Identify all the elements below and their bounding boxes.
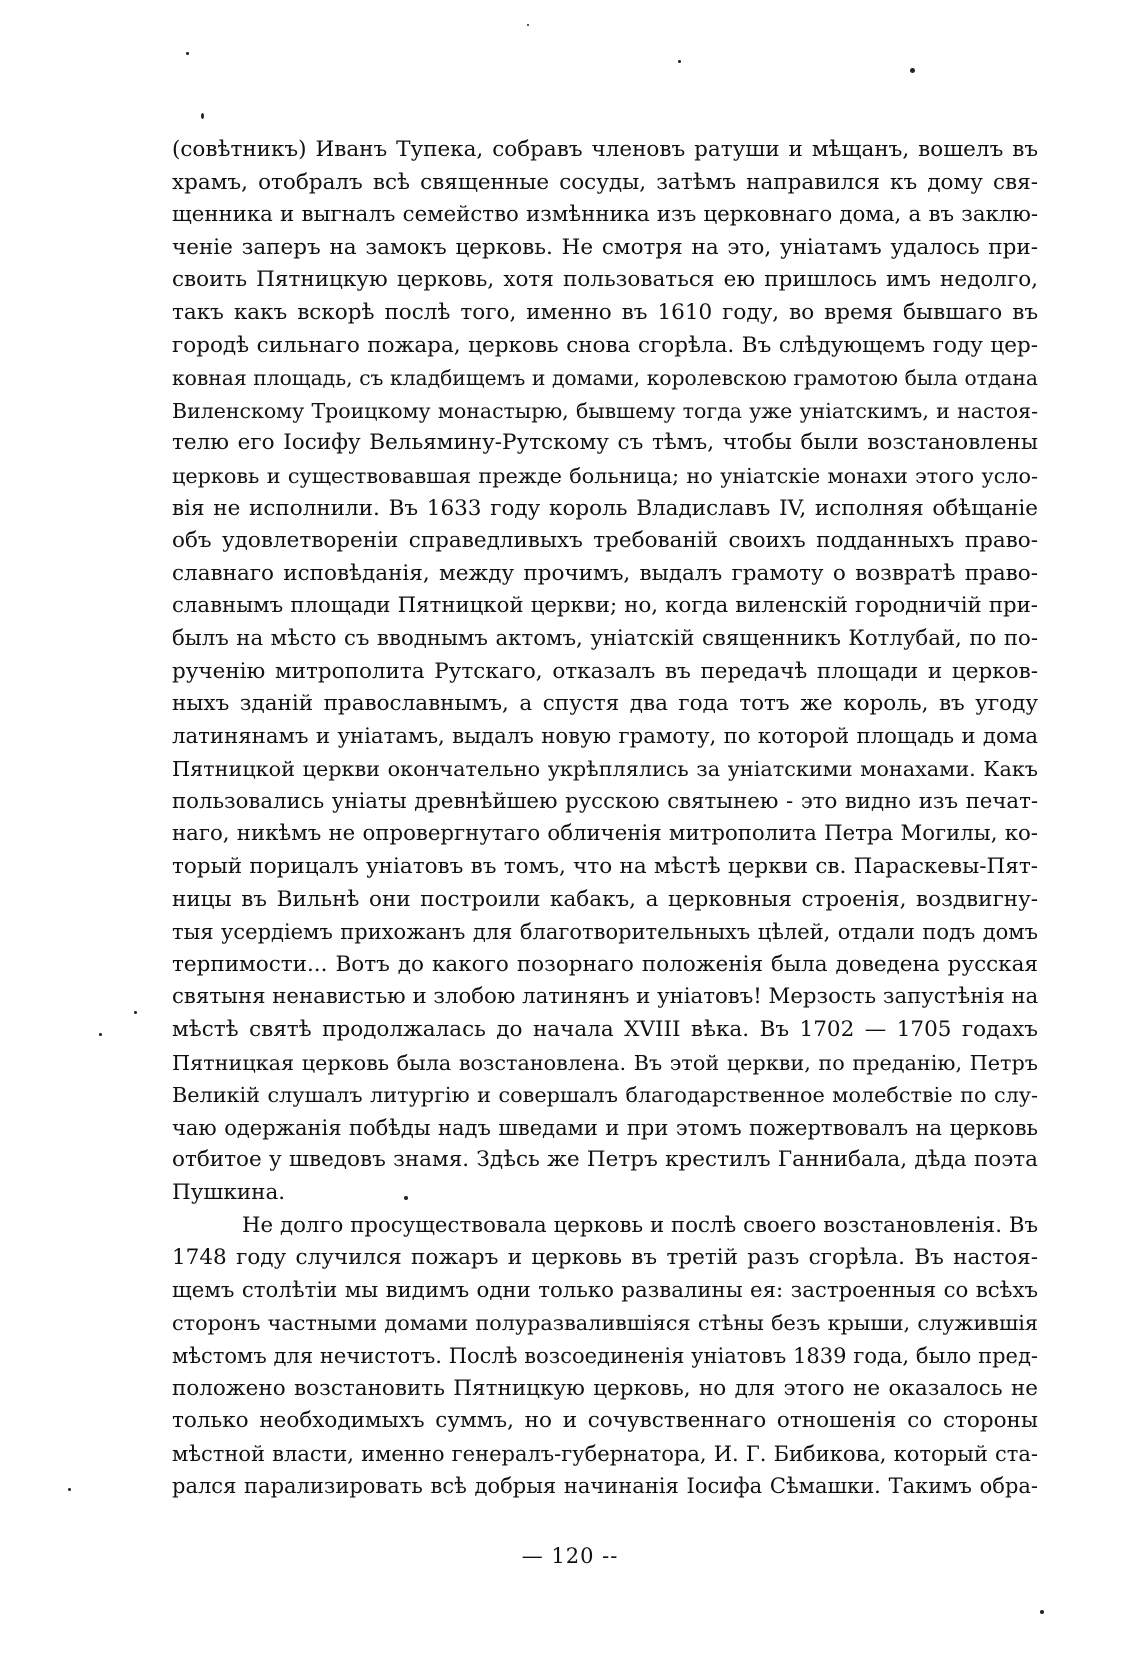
text-line: положено возстановить Пятницкую церковь, но для этого не оказалось не <box>172 1375 1038 1401</box>
scan-speck <box>678 60 681 63</box>
text-line: латинянамъ и уніатамъ, выдалъ новую грамоту, по которой площадь и дома <box>172 723 1038 749</box>
text-line: щенника и выгналъ семейство измѣнника изъ церковнаго дома, а въ заклю- <box>172 202 1038 228</box>
scan-speck <box>99 1033 102 1036</box>
text-line: ныхъ зданій православнымъ, а спустя два года тотъ же король, въ угоду <box>172 691 1038 717</box>
text-line: терпимости... Вотъ до какого позорнаго положенія была доведена русская <box>172 951 1038 977</box>
text-line: торый порицалъ уніатовъ въ томъ, что на мѣстѣ церкви св. Параскевы-Пят- <box>172 854 1038 880</box>
text-line: сторонъ частными домами полуразвалившіяся стѣны безъ крыши, служившія <box>172 1311 1038 1336</box>
scan-speck <box>134 1011 137 1014</box>
scan-speck <box>201 113 204 119</box>
text-line: ницы въ Вильнѣ они построили кабакъ, а церковныя строенія, воздвигну- <box>172 886 1038 912</box>
paragraph-1 <box>172 134 1038 1210</box>
text-line: пользовались уніаты древнѣйшею русскою святынею - это видно изъ печат- <box>172 788 1038 814</box>
text-line: храмъ, отобралъ всѣ священные сосуды, затѣмъ направился къ дому свя- <box>172 169 1038 195</box>
text-line: ковная площадь, съ кладбищемъ и домами, королевскою грамотою была отдана <box>172 366 1038 391</box>
scan-speck <box>910 68 915 73</box>
text-line: рученію митрополита Рутскаго, отказалъ въ передачѣ площади и церков- <box>172 658 1038 684</box>
text-line: 1748 году случился пожаръ и церковь въ третій разъ сгорѣла. Въ настоя- <box>172 1245 1038 1271</box>
text-line: Пушкина. <box>172 1180 286 1205</box>
text-line: только необходимыхъ суммъ, но и сочувственнаго отношенія со стороны <box>172 1408 1038 1434</box>
text-line: Великій слушалъ литургію и совершалъ благодарственное молебствіе по слу- <box>172 1083 1038 1108</box>
text-line: (совѣтникъ) Иванъ Тупека, собравъ членовъ ратуши и мѣщанъ, вошелъ въ <box>172 137 1038 162</box>
text-line: рался парализировать всѣ добрыя начинанія Іосифа Сѣмашки. Такимъ обра- <box>172 1474 1038 1499</box>
text-line: тыя усердіемъ прихожанъ для благотворительныхъ цѣлей, отдали подъ домъ <box>172 920 1038 945</box>
text-line: вія не исполнили. Въ 1633 году король Владиславъ IV, исполняя обѣщаніе <box>172 495 1038 521</box>
text-line: церковь и существовавшая прежде больница; но уніатскіе монахи этого усло- <box>172 463 1038 488</box>
text-line: мѣстной власти, именно генералъ-губернатора, И. Г. Бибикова, который ста- <box>172 1441 1038 1466</box>
text-line: Виленскому Троицкому монастырю, бывшему тогда уже уніатскимъ, и настоя- <box>172 398 1038 423</box>
text-line: чаю одержанія побѣды надъ шведами и при этомъ пожертвовалъ на церковь <box>172 1115 1038 1140</box>
scan-speck <box>186 52 189 55</box>
text-line: Не долго просуществовала церковь и послѣ своего возстановленія. Въ <box>242 1212 1038 1238</box>
text-line: отбитое у шведовъ знамя. Здѣсь же Петръ крестилъ Ганнибала, дѣда поэта <box>172 1147 1038 1173</box>
text-line: Пятницкой церкви окончательно укрѣплялись за уніатскими монахами. Какъ <box>172 757 1038 782</box>
scan-speck <box>1040 1610 1044 1614</box>
text-line: городѣ сильнаго пожара, церковь снова сгорѣла. Въ слѣдующемъ году цер- <box>172 332 1038 358</box>
text-line: Пятницкая церковь была возстановлена. Въ этой церкви, по преданію, Петръ <box>172 1050 1038 1075</box>
body-text <box>172 134 1038 1503</box>
text-line: телю его Іосифу Вельямину-Рутскому съ тѣмъ, чтобы были возстановлены <box>172 430 1038 456</box>
text-line: щемъ столѣтіи мы видимъ одни только развалины ея: застроенныя со всѣхъ <box>172 1277 1038 1303</box>
text-line: наго, никѣмъ не опровергнутаго обличенія митрополита Петра Могилы, ко- <box>172 821 1038 847</box>
text-line: своить Пятницкую церковь, хотя пользоваться ею пришлось имъ недолго, <box>172 267 1038 293</box>
text-line: славнымъ площади Пятницкой церкви; но, когда виленскій городничій при- <box>172 593 1038 619</box>
text-line: мѣстѣ святѣ продолжалась до начала XVIII вѣка. Въ 1702 — 1705 годахъ <box>172 1017 1038 1043</box>
text-line: ченіе заперъ на замокъ церковь. Не смотря на это, уніатамъ удалось при- <box>172 234 1038 260</box>
text-line: славнаго исповѣданія, между прочимъ, выдалъ грамоту о возвратѣ право- <box>172 560 1038 586</box>
scan-speck <box>527 24 529 26</box>
text-line: святыня ненавистью и злобою латинянъ и уніатовъ! Мерзость запустѣнія на <box>172 984 1039 1010</box>
page-number: — 120 -- <box>521 1544 619 1568</box>
text-line: такъ какъ вскорѣ послѣ того, именно въ 1610 году, во время бывшаго въ <box>172 299 1038 325</box>
text-line: объ удовлетвореніи справедливыхъ требованій своихъ подданныхъ право- <box>172 528 1038 554</box>
text-line: былъ на мѣсто съ вводнымъ актомъ, уніатскій священникъ Котлубай, по по- <box>172 625 1038 651</box>
text-line: мѣстомъ для нечистотъ. Послѣ возсоединенія уніатовъ 1839 года, было пред- <box>172 1343 1038 1368</box>
paragraph-2 <box>172 1210 1038 1503</box>
scan-speck <box>68 1488 71 1491</box>
